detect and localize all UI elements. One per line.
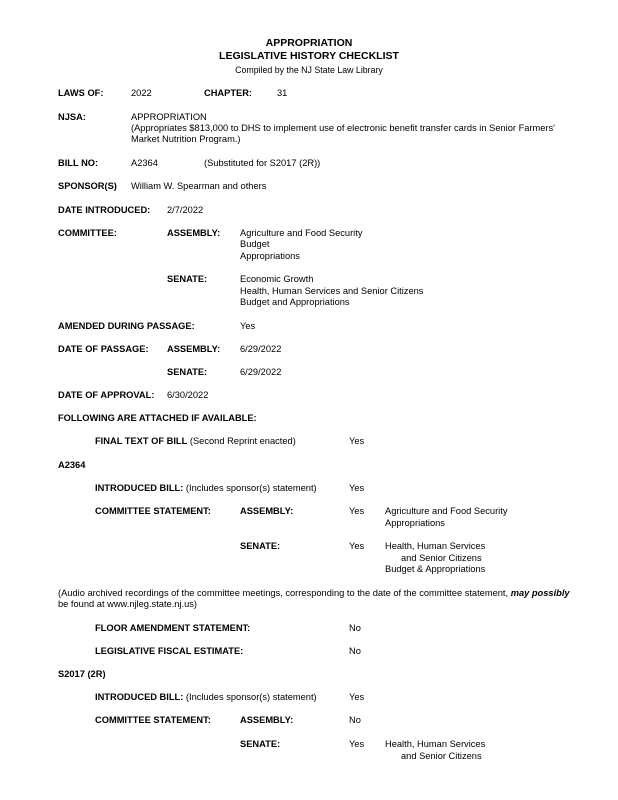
committee-assembly-item: Agriculture and Food Security <box>240 228 363 238</box>
final-text-label: FINAL TEXT OF BILL <box>95 436 188 446</box>
a2364-cs-senate-committee: Health, Human Services <box>385 541 486 551</box>
floor-amendment-value: No <box>349 623 361 633</box>
bill-no-value: A2364 <box>131 158 158 168</box>
amended-label: AMENDED DURING PASSAGE: <box>58 321 195 331</box>
amended-value: Yes <box>240 321 256 331</box>
a2364-introduced-note: (Includes sponsor(s) statement) <box>185 483 317 493</box>
passage-assembly-label: ASSEMBLY: <box>167 344 221 354</box>
a2364-introduced-row <box>95 483 317 495</box>
njsa-description: (Appropriates $813,000 to DHS to implement use of electronic benefit transfer cards in Senior Farmers' <box>131 123 555 133</box>
a2364-cs-assembly-committee: Agriculture and Food Security <box>385 506 508 516</box>
s2017-introduced-value: Yes <box>349 692 365 702</box>
committee-senate-item: Budget and Appropriations <box>240 297 350 307</box>
section-heading-a2364: A2364 <box>58 460 86 470</box>
date-introduced-value: 2/7/2022 <box>167 205 204 215</box>
laws-of-label: LAWS OF: <box>58 88 104 98</box>
bill-no-label: BILL NO: <box>58 158 99 168</box>
date-introduced-label: DATE INTRODUCED: <box>58 205 151 215</box>
njsa-description-cont: Market Nutrition Program.) <box>131 134 241 144</box>
fiscal-estimate-value: No <box>349 646 361 656</box>
substituted-for: (Substituted for S2017 (2R)) <box>204 158 321 168</box>
s2017-cs-senate-committee: Health, Human Services <box>385 739 486 749</box>
committee-assembly-label: ASSEMBLY: <box>167 228 221 238</box>
s2017-cs-senate-value: Yes <box>349 739 365 749</box>
floor-amendment-label: FLOOR AMENDMENT STATEMENT: <box>95 623 251 633</box>
a2364-cs-assembly-committee: Appropriations <box>385 518 445 528</box>
a2364-introduced-label: INTRODUCED BILL: <box>95 483 184 493</box>
laws-of-value: 2022 <box>131 88 152 98</box>
s2017-cs-label: COMMITTEE STATEMENT: <box>95 715 211 725</box>
committee-assembly-item: Appropriations <box>240 251 300 261</box>
final-text-note: (Second Reprint enacted) <box>189 436 296 446</box>
audio-note-emphasis: may possibly <box>510 588 570 598</box>
s2017-cs-senate-label: SENATE: <box>240 739 281 749</box>
s2017-introduced-note: (Includes sponsor(s) statement) <box>185 692 317 702</box>
date-of-passage-label: DATE OF PASSAGE: <box>58 344 149 354</box>
s2017-cs-assembly-value: No <box>349 715 361 725</box>
committee-senate-item: Economic Growth <box>240 274 314 284</box>
a2364-introduced-value: Yes <box>349 483 365 493</box>
a2364-cs-senate-label: SENATE: <box>240 541 281 551</box>
s2017-introduced-label: INTRODUCED BILL: <box>95 692 184 702</box>
s2017-cs-senate-committee: and Senior Citizens <box>401 751 482 761</box>
a2364-cs-senate-value: Yes <box>349 541 365 551</box>
page-subtitle: LEGISLATIVE HISTORY CHECKLIST <box>219 50 399 62</box>
njsa-value: APPROPRIATION <box>131 112 207 122</box>
audio-note-link: be found at www.njleg.state.nj.us) <box>58 599 198 609</box>
passage-senate-value: 6/29/2022 <box>240 367 282 377</box>
chapter-value: 31 <box>277 88 288 98</box>
committee-senate-item: Health, Human Services and Senior Citizens <box>240 286 424 296</box>
s2017-introduced-row <box>95 692 317 704</box>
date-of-approval-value: 6/30/2022 <box>167 390 209 400</box>
a2364-cs-senate-committee: Budget & Appropriations <box>385 564 486 574</box>
section-heading-s2017: S2017 (2R) <box>58 669 106 679</box>
sponsor-value: William W. Spearman and others <box>131 181 267 191</box>
fiscal-estimate-label: LEGISLATIVE FISCAL ESTIMATE: <box>95 646 244 656</box>
page-title: APPROPRIATION <box>265 37 353 49</box>
committee-assembly-item: Budget <box>240 239 270 249</box>
committee-senate-label: SENATE: <box>167 274 208 284</box>
audio-note <box>58 588 570 600</box>
a2364-cs-assembly-value: Yes <box>349 506 365 516</box>
njsa-label: NJSA: <box>58 112 86 122</box>
attachments-heading: FOLLOWING ARE ATTACHED IF AVAILABLE: <box>58 413 257 423</box>
passage-assembly-value: 6/29/2022 <box>240 344 282 354</box>
date-of-approval-label: DATE OF APPROVAL: <box>58 390 155 400</box>
committee-label: COMMITTEE: <box>58 228 117 238</box>
audio-note-text: (Audio archived recordings of the committee meetings, corresponding to the date of the committee statement, <box>58 588 511 598</box>
final-text-row <box>95 436 296 448</box>
final-text-value: Yes <box>349 436 365 446</box>
a2364-cs-label: COMMITTEE STATEMENT: <box>95 506 211 516</box>
s2017-cs-assembly-label: ASSEMBLY: <box>240 715 294 725</box>
chapter-label: CHAPTER: <box>204 88 253 98</box>
passage-senate-label: SENATE: <box>167 367 208 377</box>
compiled-by: Compiled by the NJ State Law Library <box>235 65 383 75</box>
a2364-cs-senate-committee: and Senior Citizens <box>401 553 482 563</box>
sponsor-label: SPONSOR(S) <box>58 181 117 191</box>
a2364-cs-assembly-label: ASSEMBLY: <box>240 506 294 516</box>
